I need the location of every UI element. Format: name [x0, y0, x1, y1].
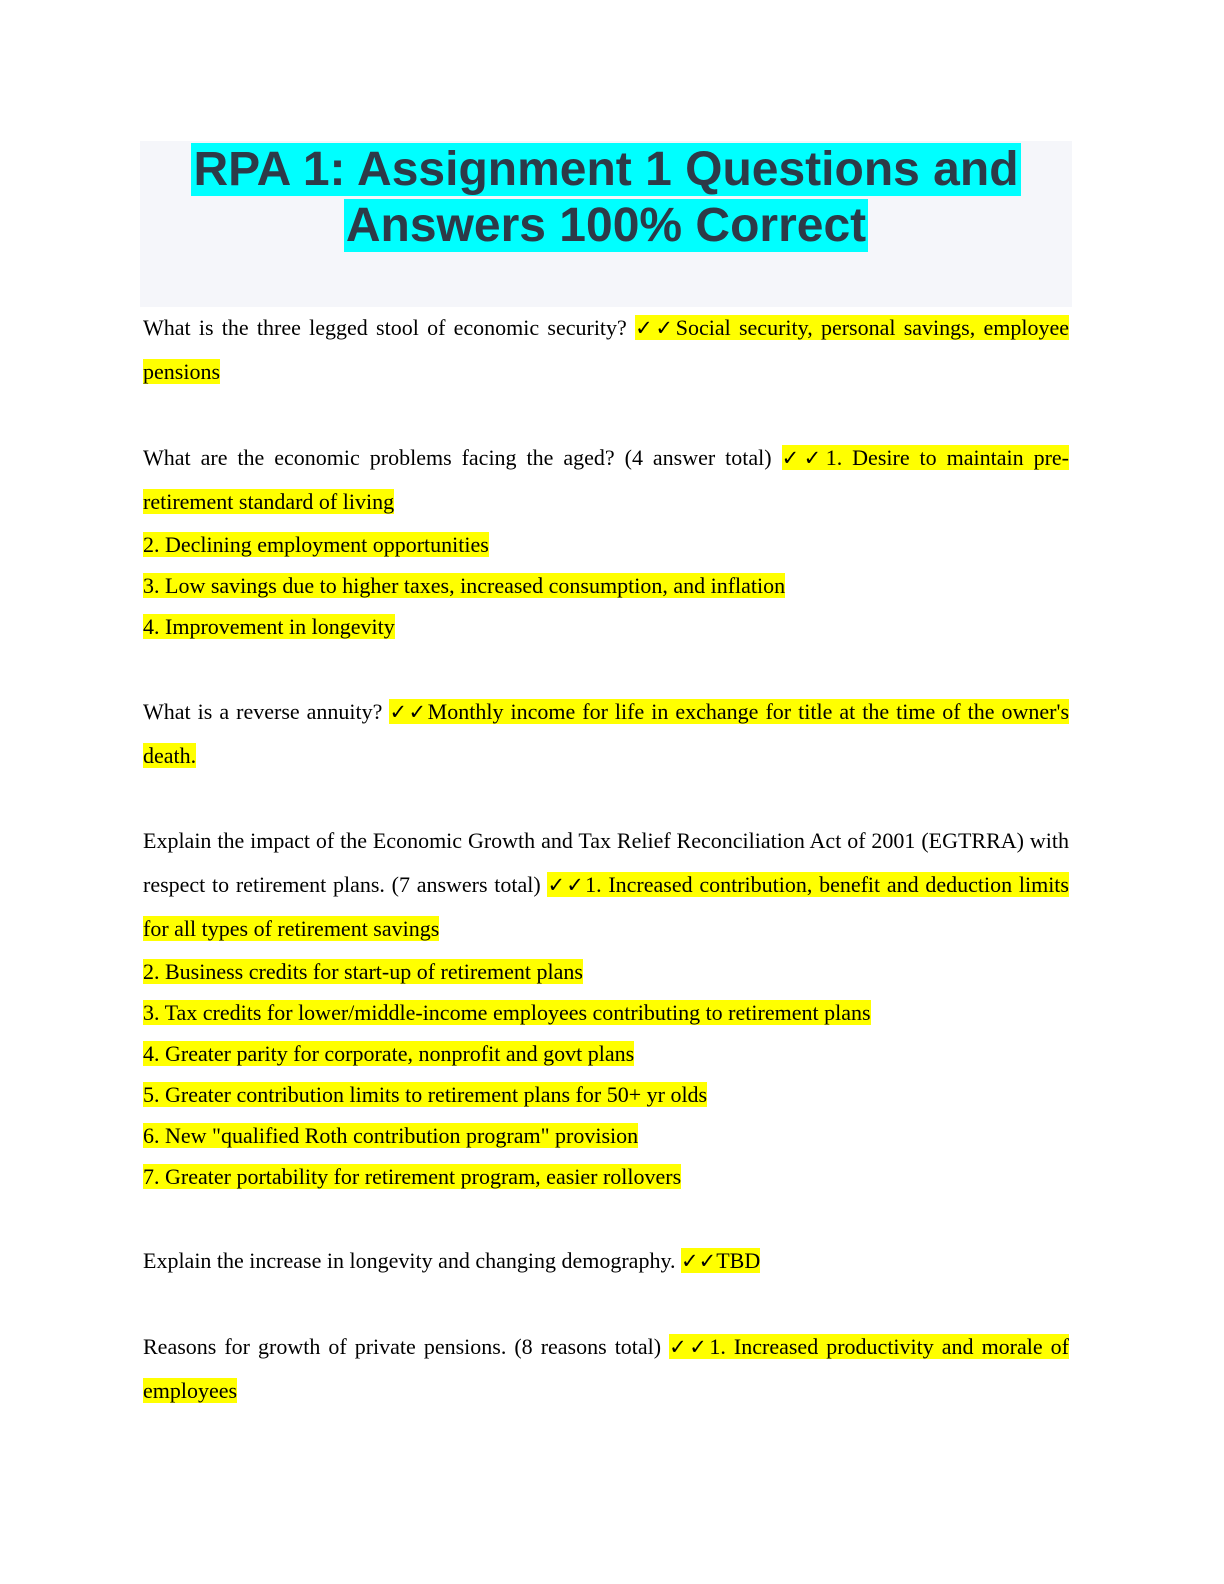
double-check-icon: ✓✓: [781, 446, 826, 470]
double-check-icon: ✓✓: [389, 700, 428, 724]
qa-block-4: [143, 819, 1069, 951]
question-text: Reasons for growth of private pensions. (8 reasons total): [143, 1334, 670, 1359]
title-banner: [140, 141, 1072, 307]
answer-list-text: 3. Low savings due to higher taxes, increased consumption, and inflation: [143, 573, 786, 598]
list-item: [143, 1074, 1069, 1115]
answer-list-text: 6. New "qualified Roth contribution program" provision: [143, 1123, 639, 1148]
list-item: [143, 565, 1069, 606]
answer-value: TBD: [716, 1248, 761, 1273]
qa-block-2: [143, 436, 1069, 524]
question-text: Explain the increase in longevity and changing demography.: [143, 1248, 682, 1273]
qa-block-5: [143, 1239, 1069, 1283]
qa-block-6: [143, 1325, 1069, 1413]
answer-list-text: 5. Greater contribution limits to retirement plans for 50+ yr olds: [143, 1082, 708, 1107]
list-item: [143, 992, 1069, 1033]
list-item: [143, 1115, 1069, 1156]
answer-text: [681, 1248, 760, 1273]
answer-value: 1. Increased productivity and morale of employees: [143, 1334, 1070, 1403]
question-text: What is a reverse annuity?: [143, 699, 390, 724]
title-line-2: Answers 100% Correct: [345, 199, 867, 252]
list-item: [143, 606, 1069, 647]
qa-block-1: [143, 306, 1069, 394]
double-check-icon: ✓✓: [669, 1335, 710, 1359]
list-item: [143, 951, 1069, 992]
title-line-1: RPA 1: Assignment 1 Questions and: [193, 143, 1019, 196]
answer-list-text: 3. Tax credits for lower/middle-income employees contributing to retirement plans: [143, 1000, 871, 1025]
double-check-icon: ✓✓: [635, 316, 676, 340]
answer-value: 1. Desire to maintain pre-retirement standard of living: [143, 445, 1069, 514]
qa-block-3: [143, 690, 1069, 778]
double-check-icon: ✓✓: [547, 873, 586, 897]
answer-list-text: 2. Declining employment opportunities: [143, 532, 489, 557]
answer-list-text: 7. Greater portability for retirement program, easier rollovers: [143, 1164, 682, 1189]
answer-value: Monthly income for life in exchange for title at the time of the owner's death.: [143, 699, 1070, 768]
question-text: What are the economic problems facing the aged? (4 answer total): [143, 445, 782, 470]
question-text: Explain the impact of the Economic Growth and Tax Relief Reconciliation Act of 2001 (EGTRRA) with respect to retirement plans. (7 answers total): [143, 828, 1069, 897]
answer-value: Social security, personal savings, employee pensions: [143, 315, 1069, 384]
document-title: [140, 141, 1072, 254]
answer-list-text: 2. Business credits for start-up of retirement plans: [143, 959, 583, 984]
list-item: [143, 1033, 1069, 1074]
qa-content: [143, 306, 1069, 1413]
double-check-icon: ✓✓: [681, 1249, 717, 1273]
list-item: [143, 1156, 1069, 1197]
answer-list-text: 4. Improvement in longevity: [143, 614, 395, 639]
question-text: What is the three legged stool of economic security?: [143, 315, 636, 340]
answer-list-text: 4. Greater parity for corporate, nonprofit and govt plans: [143, 1041, 635, 1066]
list-item: [143, 524, 1069, 565]
answer-value: 1. Increased contribution, benefit and deduction limits for all types of retirement savings: [143, 872, 1069, 941]
